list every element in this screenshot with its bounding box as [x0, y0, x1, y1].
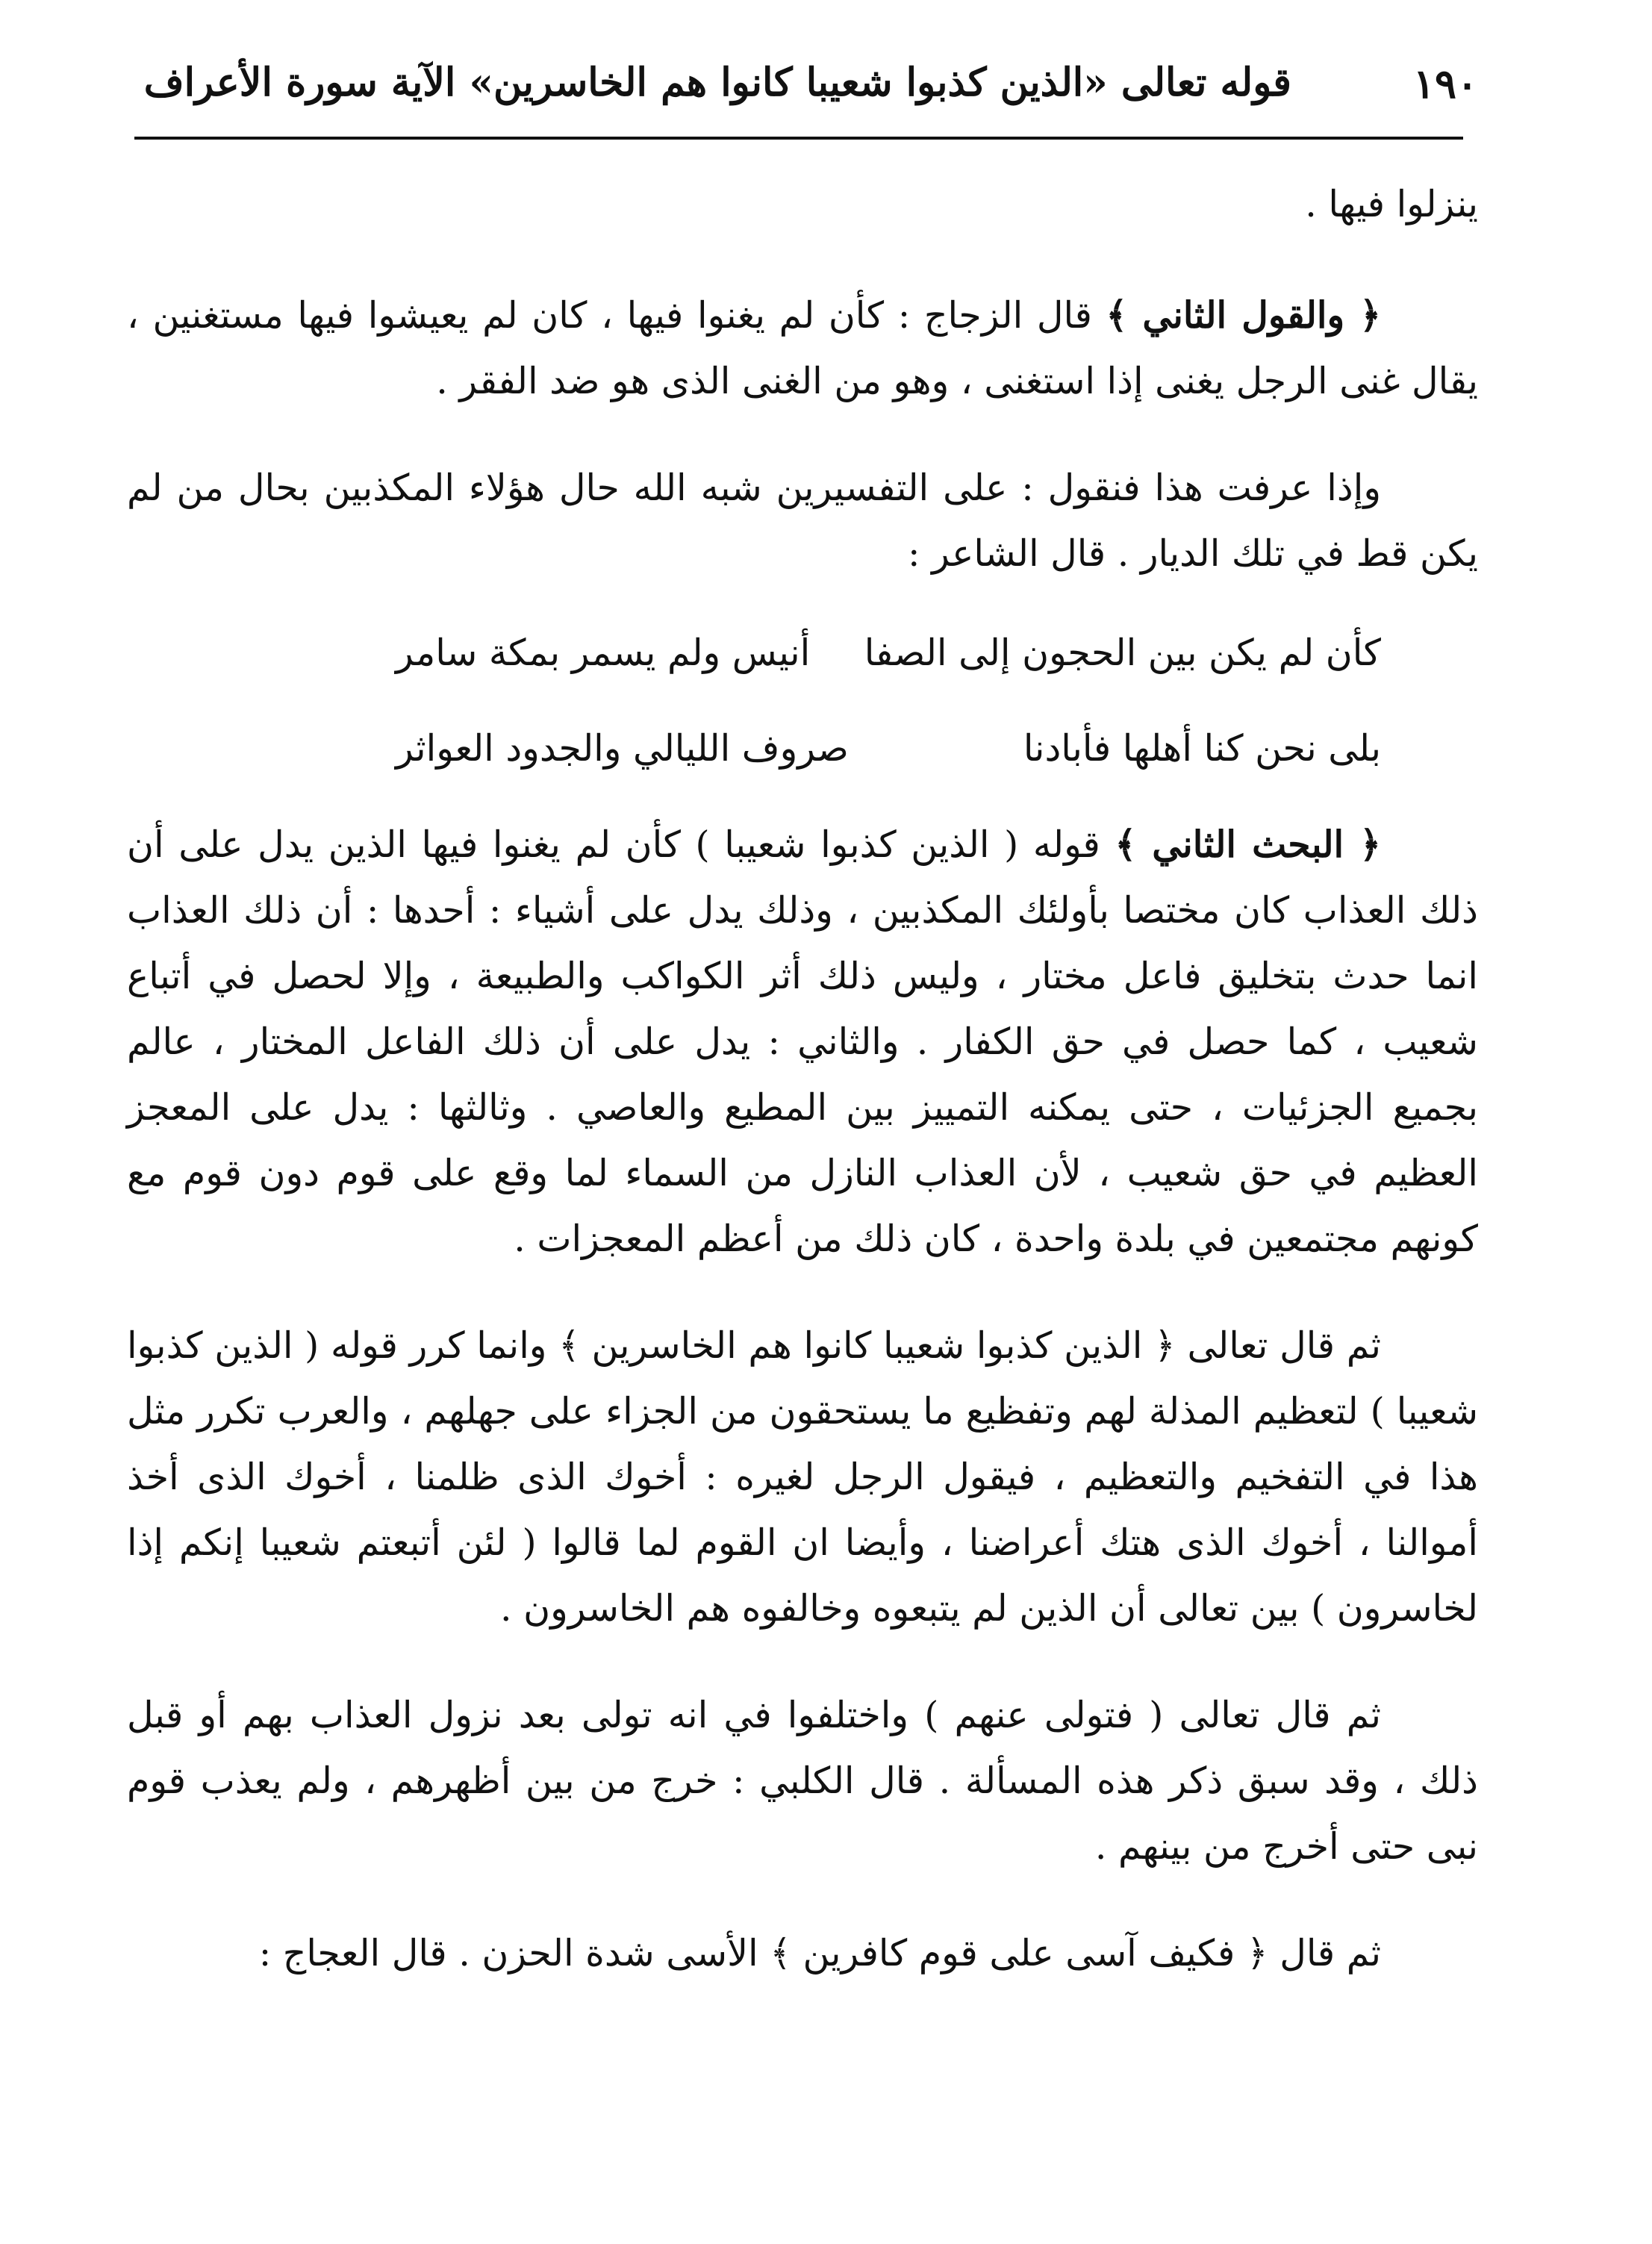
verse-first-hemistich: بلى نحن كنا أهلها فأبادنا	[1023, 727, 1381, 770]
running-title: قوله تعالى «الذين كذبوا شعيبا كانوا هم الخاسرين» الآية سورة الأعراف	[143, 60, 1291, 105]
poetry-verses	[127, 620, 1478, 782]
paragraph	[127, 282, 1478, 414]
verse-first-hemistich: كأن لم يكن بين الحجون إلى الصفا	[864, 632, 1381, 674]
paragraph: ثم قال تعالى ﴿ الذين كذبوا شعيبا كانوا هم الخاسرين ﴾ وانما كرر قوله ( الذين كذبوا شعيبا ) لتعظيم المذلة لهم وتفظيع ما يستحقون من الجزاء على جهلهم ، والعرب تكرر مثل هذا في التفخيم والتعظيم ، فيقول الرجل لغيره : أخوك الذى ظلمنا ، أخوك الذى أخذ أموالنا ، أخوك الذى هتك أعراضنا ، وأيضا ان القوم لما قالوا ( لئن أتبعتم شعيبا إنكم إذا لخاسرون ) بين تعالى أن الذين لم يتبعوه وخالفوه هم الخاسرون .	[127, 1324, 1478, 1630]
section-heading: ﴿ والقول الثاني ﴾	[1106, 293, 1382, 337]
verse-second-hemistich: أنيس ولم يسمر بمكة سامر	[396, 632, 811, 674]
paragraph-text: قوله ( الذين كذبوا شعيبا ) كأن لم يغنوا فيها الذين يدل على أن ذلك العذاب كان مختصا بأولئك المكذبين ، وذلك يدل على أشياء : أحدها : أن ذلك العذاب انما حدث بتخليق فاعل مختار ، وليس ذلك أثر الكواكب والطبيعة ، وإلا لحصل في أتباع شعيب ، كما حصل في حق الكفار . والثاني : يدل على أن ذلك الفاعل المختار ، عالم بجميع الجزئيات ، حتى يمكنه التمييز بين المطيع والعاصي . وثالثها : يدل على المعجز العظيم في حق شعيب ، لأن العذاب النازل من السماء لما وقع على قوم دون قوم مع كونهم مجتمعين في بلدة واحدة ، كان ذلك من أعظم المعجزات .	[127, 823, 1478, 1260]
verse-line	[127, 716, 1478, 782]
page-number: ١٩٠	[1412, 60, 1478, 107]
verse-line	[127, 620, 1478, 686]
body-text	[127, 172, 1478, 2028]
paragraph: ثم قال ﴿ فكيف آسى على قوم كافرين ﴾ الأسى شدة الحزن . قال العجاج :	[258, 1932, 1381, 1975]
verse-second-hemistich: صروف الليالي والجدود العواثر	[396, 727, 849, 770]
header-rule	[134, 137, 1463, 140]
paragraph	[127, 811, 1478, 1272]
paragraph-text: قال الزجاج : كأن لم يغنوا فيها ، كان لم يعيشوا فيها مستغنين ، يقال غنى الرجل يغنى إذا استغنى ، وهو من الغنى الذى هو ضد الفقر .	[127, 294, 1478, 402]
paragraph: ثم قال تعالى ( فتولى عنهم ) واختلفوا في انه تولى بعد نزول العذاب بهم أو قبل ذلك ، وقد سبق ذكر هذه المسألة . قال الكلبي : خرج من بين أظهرهم ، ولم يعذب قوم نبى حتى أخرج من بينهم .	[127, 1694, 1478, 1868]
paragraph: ينزلوا فيها .	[1305, 183, 1478, 225]
page-header	[134, 52, 1478, 134]
section-heading: ﴿ البحث الثاني ﴾	[1115, 823, 1381, 866]
paragraph: وإذا عرفت هذا فنقول : على التفسيرين شبه الله حال هؤلاء المكذبين بحال من لم يكن قط في تلك الديار . قال الشاعر :	[127, 467, 1478, 575]
